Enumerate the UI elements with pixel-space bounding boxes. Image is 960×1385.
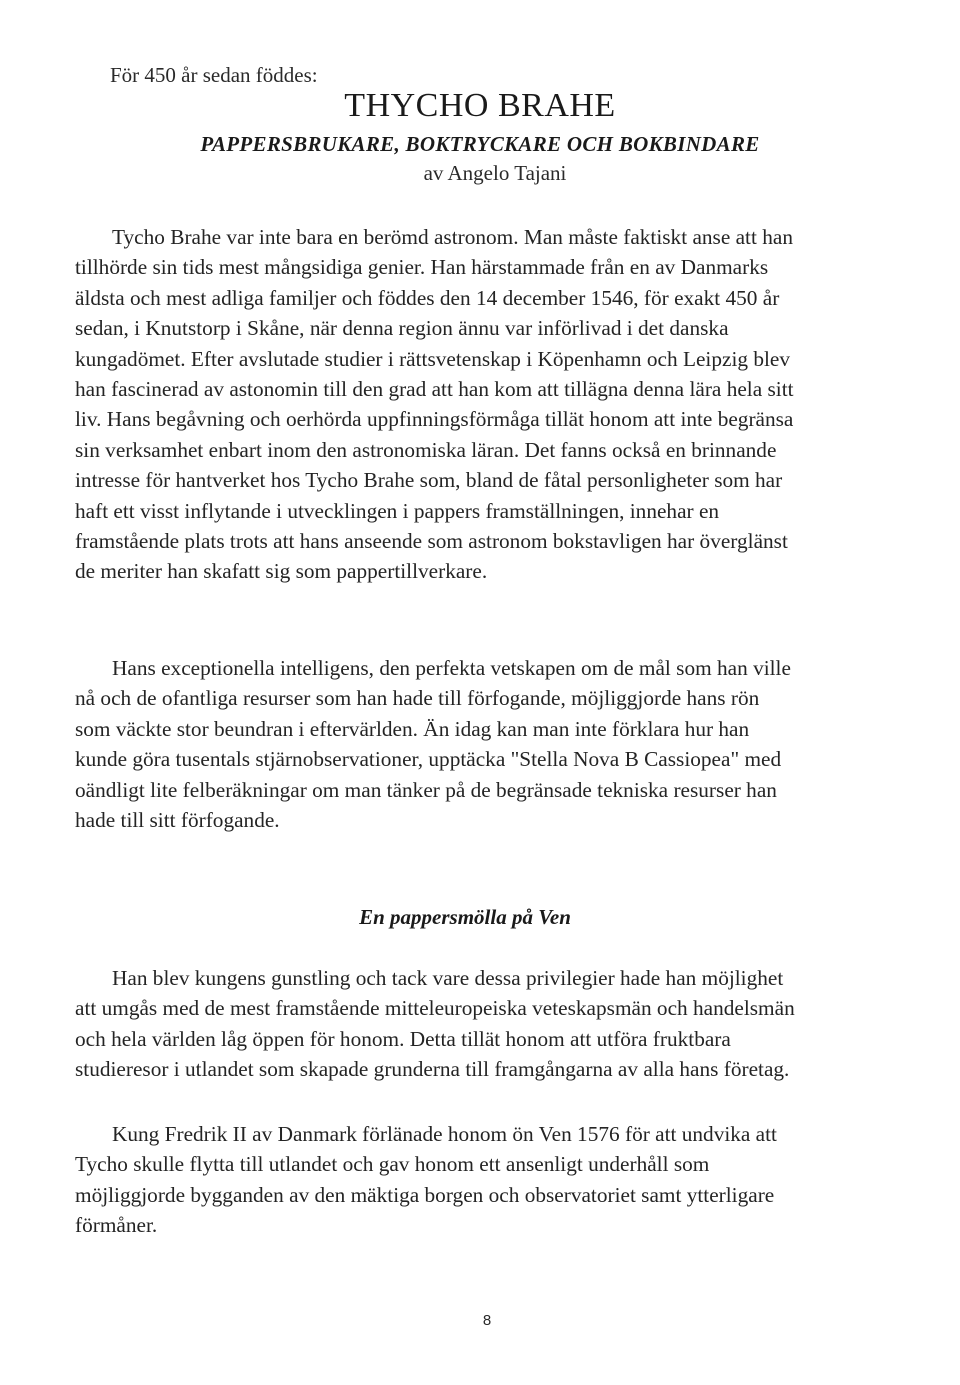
author-byline: av Angelo Tajani [423,161,567,185]
body-paragraph-2-block [75,653,795,835]
section-paragraph-1-block [75,963,795,1085]
page-number: 8 [482,1312,492,1329]
section-paragraph: Kung Fredrik II av Danmark förlänade honom ön Ven 1576 för att undvika att Tycho skulle flytta till utlandet och gav honom ett ansenligt underhåll som möjliggjorde bygganden av den mäktiga borgen och observatoriet samt ytterligare förmåner. [75,1122,777,1238]
body-paragraph: Hans exceptionella intelligens, den perfekta vetskapen om de mål som han ville nå och de ofantliga resurser som han hade till förfogande, möjliggjorde hans rön som väckte stor beundran i eftervärlden. Än idag kan man inte förklara hur han kunde göra tusentals stjärnobservationer, upptäcka "Stella Nova B Cassiopea" med oändligt lite felberäkningar om man tänker på de begränsade tekniska resurser han hade till sitt förfogande. [75,656,791,833]
section-heading: En pappersmölla på Ven [359,905,571,929]
intro-line: För 450 år sedan föddes: [110,63,318,87]
document-subtitle: PAPPERSBRUKARE, BOKTRYCKARE OCH BOKBINDARE [200,132,760,156]
document-title: THYCHO BRAHE [344,87,616,124]
section-paragraph: Han blev kungens gunstling och tack vare dessa privilegier hade han möjlighet att umgås med de mest framstående mitteleuropeiska veteskapsmän och handelsmän och hela världen låg öppen för honom. Detta tillät honom att utföra fruktbara studieresor i utlandet som skapade grunderna till framgångarna av alla hans företag. [75,966,795,1082]
section-paragraph-2-block [75,1119,795,1241]
body-paragraph-1-block [75,222,795,587]
body-paragraph: Tycho Brahe var inte bara en berömd astronom. Man måste faktiskt anse att han tillhörde sin tids mest mångsidiga genier. Han härstammade från en av Danmarks äldsta och mest adliga familjer och föddes den 14 december 1546, för exakt 450 år sedan, i Knutstorp i Skåne, när denna region ännu var införlivad i det danska kungadömet. Efter avslutade studier i rättsvetenskap i Köpenhamn och Leipzig blev han fascinerad av astonomin till den grad att han kom att tillägna denna lära hela sitt liv. Hans begåvning och oerhörda uppfinningsförmåga tillät honom att inte begränsa sin verksamhet enbart inom den astronomiska läran. Det fanns också en brinnande intresse för hantverket hos Tycho Brahe som, bland de fåtal personligheter som har haft ett visst inflytande i utvecklingen i pappers framställningen, innehar en framstående plats trots att hans anseende som astronom bokstavligen har överglänst de meriter han skafatt sig som pappertillverkare. [75,225,794,584]
